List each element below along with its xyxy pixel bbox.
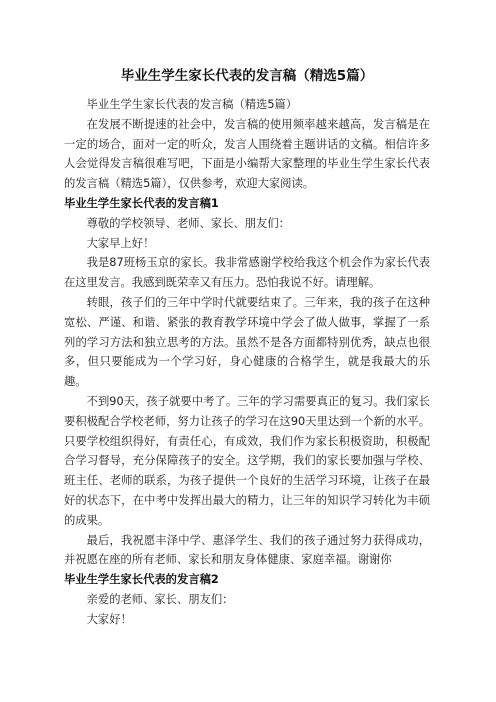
paragraph: 我是87班杨玉京的家长。我非常感谢学校给我这个机会作为家长代表在这里发言。我感到既荣幸又有压力。恐怕我说不好。请理解。 (64, 256, 430, 290)
document-page (64, 0, 430, 630)
paragraph: 不到90天，孩子就要中考了。三年的学习需要真正的复习。我们家长要积极配合学校老师，努力让孩子的学习在这90天里达到一个新的水平。只要学校组织得好，有责任心，有成效，我们作为家长积极资助，积极配合学习督导，充分保障孩子的安全。这学期，我们的家长要加强与学校、班主任、老师的联系，为孩子提供一个良好的生活学习环境，让孩子在最好的状态下，在中考中发挥出最大的精力，让三年的知识学习转化为丰硕的成果。 (64, 394, 430, 527)
paragraph: 大家好！ (86, 612, 132, 626)
paragraph: 毕业生学生家长代表的发言稿（精选5篇） (86, 98, 298, 111)
paragraph: 最后，我祝愿丰泽中学、惠泽学生、我们的孩子通过努力获得成功，并祝愿在座的所有老师、家长和朋友身体健康、家庭幸福。谢谢你 (64, 533, 430, 567)
paragraph: 大家早上好！ (86, 236, 155, 250)
paragraph: 亲爱的老师、家长、朋友们： (86, 592, 234, 606)
document-body (64, 95, 430, 630)
paragraph: 转眼，孩子们的三年中学时代就要结束了。三年来，我的孩子在这种宽松、严谨、和谐、紧张的教育教学环境中学会了做人做事，掌握了一系列的学习方法和独立思考的方法。虽然不是各方面都特别优秀，缺点也很多，但只要能成为一个学习好，身心健康的合格学生，就是我最大的乐趣。 (64, 295, 430, 389)
paragraph: 尊敬的学校领导、老师、家长、朋友们： (86, 216, 290, 230)
section-heading: 毕业生学生家长代表的发言稿1 (64, 196, 219, 210)
section-heading: 毕业生学生家长代表的发言稿2 (64, 573, 219, 587)
document-title: 毕业生学生家长代表的发言稿（精选5篇） (120, 68, 374, 84)
paragraph: 在发展不断提速的社会中，发言稿的使用频率越来越高，发言稿是在一定的场合，面对一定的听众，发言人围绕着主题讲话的文稿。相信许多人会觉得发言稿很难写吧，下面是小编帮大家整理的毕业生学生家长代表的发言稿（精选5篇），仅供参考，欢迎大家阅读。 (64, 117, 430, 191)
